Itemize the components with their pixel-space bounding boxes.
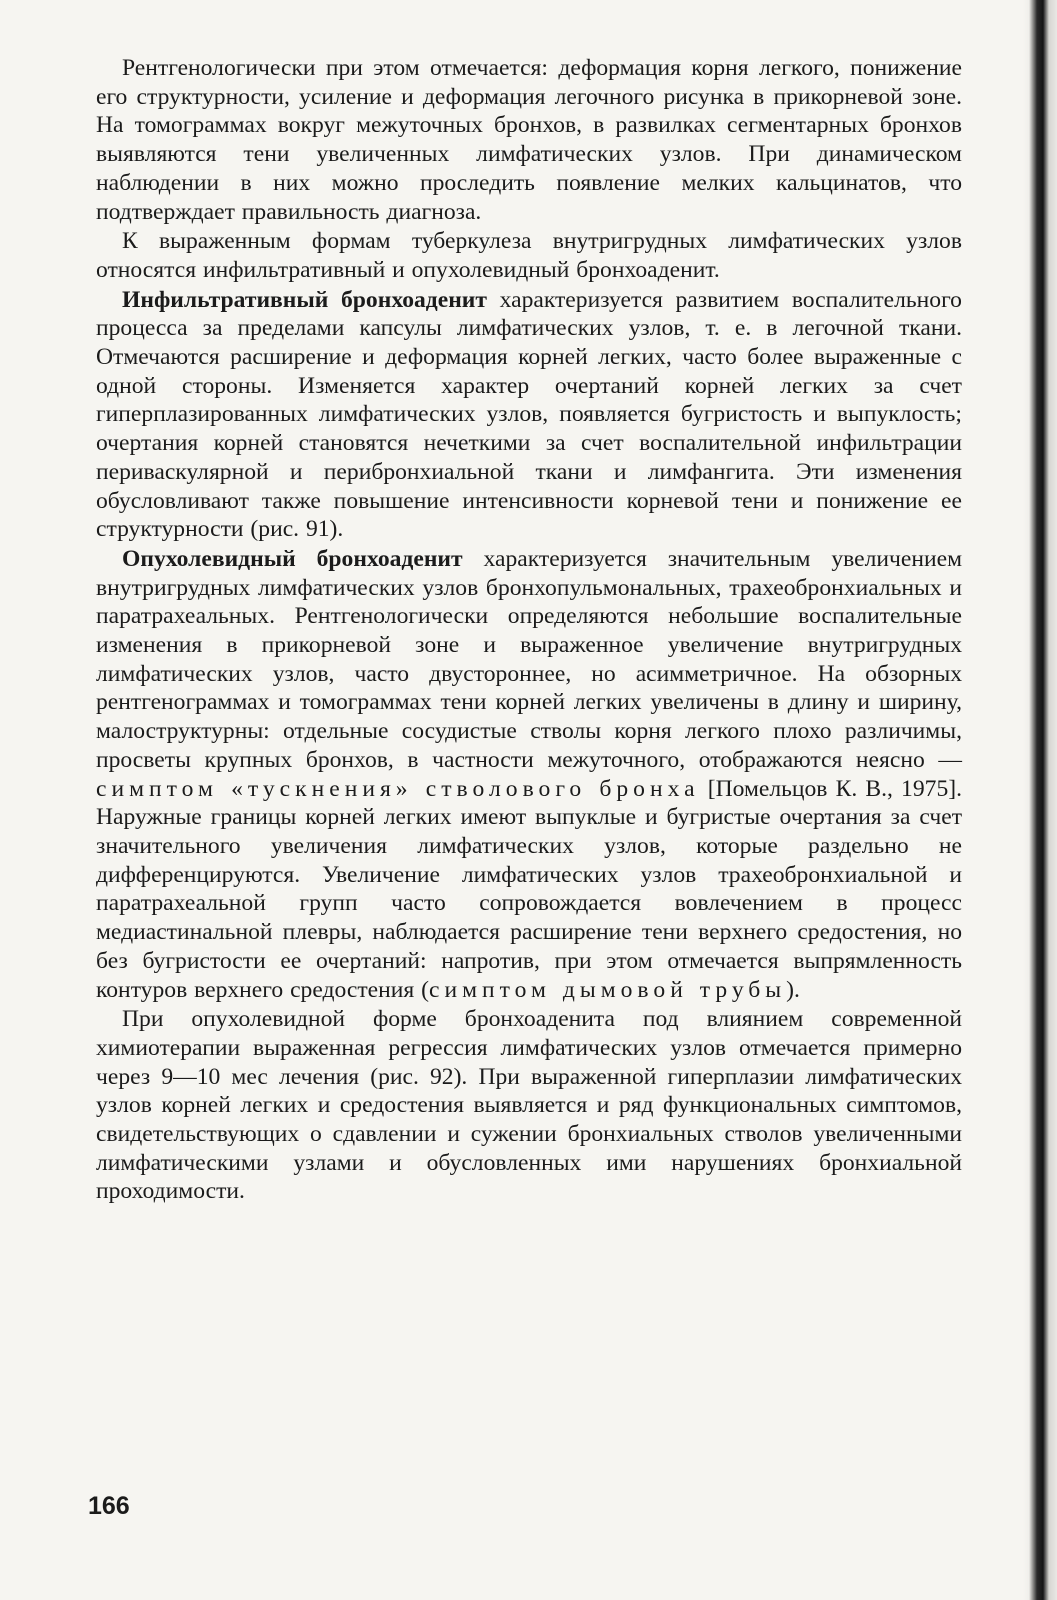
paragraph-tumorous-text-3: ). (786, 976, 800, 1003)
paragraph-tumorous-text-1: характеризуется значительным увеличением внутригрудных лимфатических узлов бронхопульмональных, трахеобронхиальных и паратрахеальных. Рентгенологически определяются небольшие воспалительные изменения в прикорневой зоне и выраженное увеличение внутригрудных лимфатических узлов, часто двустороннее, но асимметричное. На обзорных рентгенограммах и томограммах тени корней легких увеличены в длину и ширину, малоструктурны: отдельные сосудистые стволы корня легкого плохо различимы, просветы крупных бронхов, в частности межуточного, отображаются неясно — (96, 545, 963, 773)
paragraph-5-text: При опухолевидной форме бронхоаденита под влиянием современной химиотерапии выраженная регрессия лимфатических узлов отмечается примерно через 9—10 мес лечения (рис. 92). При выраженной гиперплазии лимфатических узлов корней легких и средостения выявляется и ряд функциональных симптомов, свидетельствующих о сдавлении и сужении бронхиальных стволов увеличенными лимфатическими узлами и обусловленных ими нарушениях бронхиальной проходимости. (96, 1006, 962, 1205)
paragraph-2-text: К выраженным формам туберкулеза внутригрудных лимфатических узлов относятся инфильтративный и опухолевидный бронхоаденит. (96, 228, 962, 283)
book-spine-edge (1023, 0, 1057, 1600)
page-body (96, 54, 962, 1207)
term-infiltrative-bronchoadenitis: Инфильтративный бронхоаденит (122, 286, 487, 313)
term-chimney-symptom: симптом дымовой трубы (429, 976, 787, 1003)
paragraph-infiltrative (96, 286, 962, 544)
paragraph-tumorous (96, 545, 962, 1004)
term-tumorous-bronchoadenitis: Опухолевидный бронхоаденит (122, 545, 463, 572)
paragraph-5 (96, 1005, 962, 1206)
paragraph-2 (96, 227, 962, 284)
paragraph-tumorous-text-2: [Помельцов К. В., 1975]. Наружные границы корней легких имеют выпуклые и бугристые очертания за счет значительного увеличения лимфатических узлов, которые раздельно не дифференцируются. Увеличение лимфатических узлов трахеобронхиальной и паратрахеальной групп часто сопровождается вовлечением в процесс медиастинальной плевры, наблюдается расширение тени верхнего средостения, но без бугристости ее очертаний: напротив, при этом отмечается выпрямленность контуров верхнего средостения ( (96, 775, 962, 1003)
term-dimming-symptom: симптом «тускнения» стволового бронха (96, 775, 700, 802)
paragraph-1 (96, 54, 962, 226)
paragraph-1-text: Рентгенологически при этом отмечается: деформация корня легкого, понижение его структурности, усиление и деформация легочного рисунка в прикорневой зоне. На томограммах вокруг межуточных бронхов, в развилках сегментарных бронхов выявляются тени увеличенных лимфатических узлов. При динамическом наблюдении в них можно проследить появление мелких кальцинатов, что подтверждает правильность диагноза. (96, 55, 962, 225)
paragraph-infiltrative-text: характеризуется развитием воспалительного процесса за пределами капсулы лимфатических узлов, т. е. в легочной ткани. Отмечаются расширение и деформация корней легких, часто более выраженные с одной стороны. Изменяется характер очертаний корней легких за счет гиперплазированных лимфатических узлов, появляется бугристость и выпуклость; очертания корней становятся нечеткими за счет воспалительной инфильтрации периваскулярной и перибронхиальной ткани и лимфангита. Эти изменения обусловливают также повышение интенсивности корневой тени и понижение ее структурности (рис. 91). (96, 286, 962, 543)
page-number: 166 (88, 1492, 130, 1520)
